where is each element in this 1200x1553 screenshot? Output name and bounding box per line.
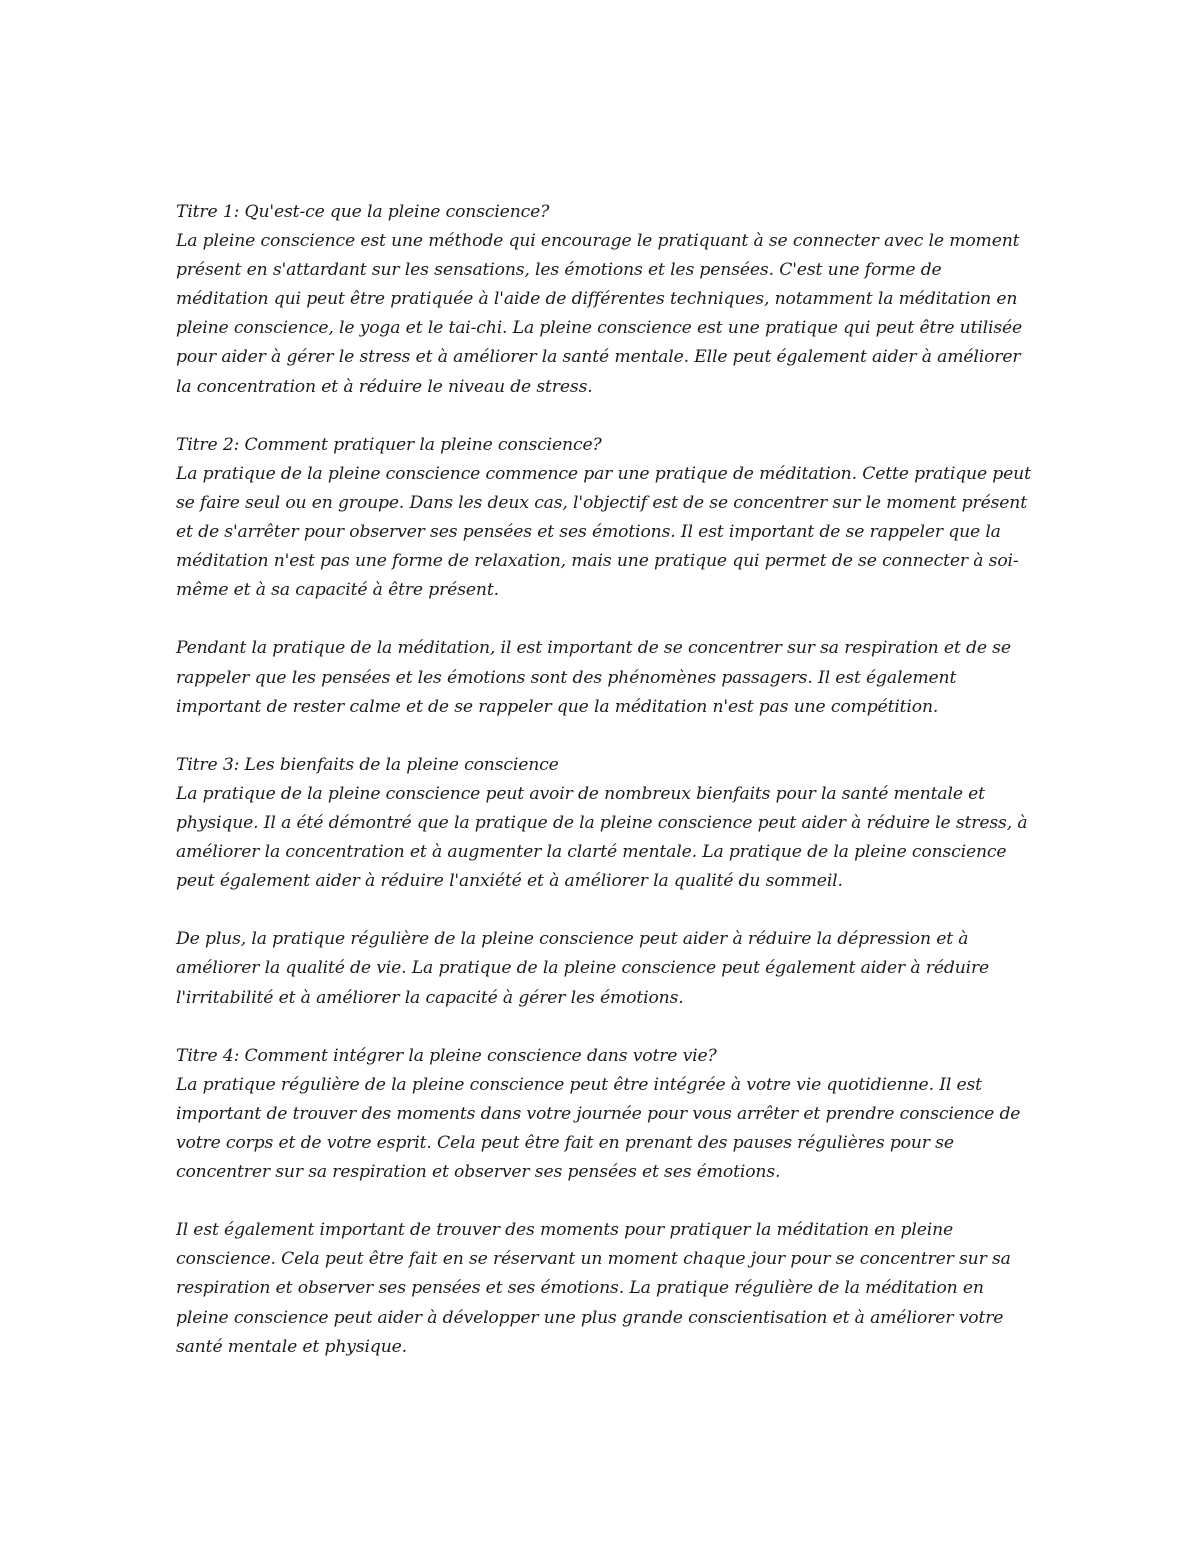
paragraph: Il est également important de trouver des moments pour pratiquer la méditation en pleine conscience. Cela peut être fait en se réservant un moment chaque jour pour se concentrer sur sa respiration et observer ses pensées et ses émotions. La pratique régulière de la méditation en pleine conscience peut aider à développer une plus grande conscientisation et à améliorer votre santé mentale et physique.: [176, 1220, 1011, 1357]
section-3: [176, 751, 1036, 1013]
section-1: [176, 198, 1036, 402]
section-heading: Titre 3: Les bienfaits de la pleine conscience: [176, 754, 559, 775]
section-heading: Titre 1: Qu'est-ce que la pleine conscience?: [176, 202, 550, 222]
paragraph: La pleine conscience est une méthode qui encourage le pratiquant à se connecter avec le moment présent en s'attardant sur les sensations, les émotions et les pensées. C'est une forme de méditation qui peut être pratiquée à l'aide de différentes techniques, notamment la méditation en pleine conscience, le yoga et le tai-chi. La pleine conscience est une pratique qui peut être utilisée pour aider à gérer le stress et à améliorer la santé mentale. Elle peut également aider à améliorer la concentration et à réduire le niveau de stress.: [176, 231, 1023, 397]
section-heading: Titre 4: Comment intégrer la pleine conscience dans votre vie?: [176, 1045, 717, 1066]
paragraph: La pratique régulière de la pleine conscience peut être intégrée à votre vie quotidienne. Il est important de trouver des moments dans votre journée pour vous arrêter et prendre conscience de votre corps et de votre esprit. Cela peut être fait en prenant des pauses régulières pour se concentrer sur sa respiration et observer ses pensées et ses émotions.: [176, 1074, 1021, 1183]
section-heading: Titre 2: Comment pratiquer la pleine conscience?: [176, 434, 602, 455]
paragraph: De plus, la pratique régulière de la pleine conscience peut aider à réduire la dépression et à améliorer la qualité de vie. La pratique de la pleine conscience peut également aider à réduire l'irritabilité et à améliorer la capacité à gérer les émotions.: [176, 929, 990, 1008]
section-2: [176, 431, 1036, 722]
document-body: [176, 198, 1036, 1391]
paragraph: Pendant la pratique de la méditation, il est important de se concentrer sur sa respiration et de se rappeler que les pensées et les émotions sont des phénomènes passagers. Il est également important de rester calme et de se rappeler que la méditation n'est pas une compétition.: [176, 638, 1011, 717]
section-4: [176, 1042, 1036, 1362]
paragraph: La pratique de la pleine conscience peut avoir de nombreux bienfaits pour la santé mentale et physique. Il a été démontré que la pratique de la pleine conscience peut aider à réduire le stress, à améliorer la concentration et à augmenter la clarté mentale. La pratique de la pleine conscience peut également aider à réduire l'anxiété et à améliorer la qualité du sommeil.: [176, 783, 1028, 892]
paragraph: La pratique de la pleine conscience commence par une pratique de méditation. Cette pratique peut se faire seul ou en groupe. Dans les deux cas, l'objectif est de se concentrer sur le moment présent et de s'arrêter pour observer ses pensées et ses émotions. Il est important de se rappeler que la méditation n'est pas une forme de relaxation, mais une pratique qui permet de se connecter à soi-même et à sa capacité à être présent.: [176, 463, 1031, 601]
